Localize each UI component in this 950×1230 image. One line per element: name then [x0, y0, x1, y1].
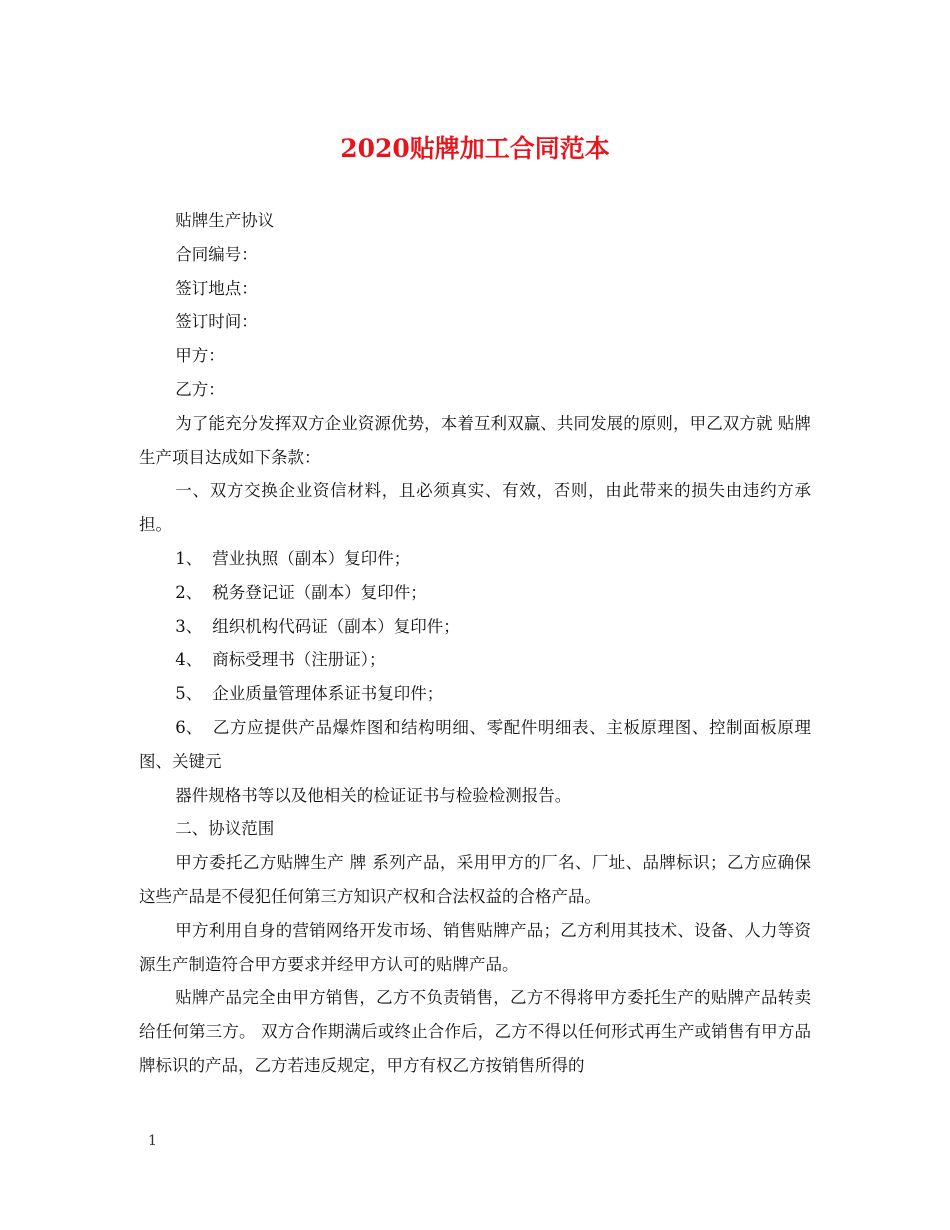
- list-item-number: 5、: [175, 684, 203, 704]
- list-item-text: 企业质量管理体系证书复印件；: [212, 684, 444, 704]
- agreement-heading: 贴牌生产协议: [175, 211, 275, 230]
- clause-one-paragraph: 一、双方交换企业资信材料，且必须真实、有效，否则，由此带来的损失由违约方承担。: [139, 481, 811, 535]
- list-item-number: 6、: [175, 717, 203, 737]
- signing-place-line: 签订地点：: [175, 278, 258, 298]
- component-spec-paragraph: 器件规格书等以及他相关的检证证书与检验检测报告。: [175, 785, 572, 805]
- document-body: [139, 204, 811, 1083]
- list-item-text: 组织机构代码证（副本）复印件；: [212, 616, 460, 636]
- list-item-number: 4、: [175, 650, 203, 670]
- scope-paragraph-1: 甲方委托乙方贴牌生产 牌 系列产品，采用甲方的厂名、厂址、品牌标识；乙方应确保这些产品是不侵犯任何第三方知识产权和合法权益的合格产品。: [139, 853, 811, 906]
- list-item-text: 营业执照（副本）复印件；: [212, 548, 411, 568]
- list-item: [139, 643, 811, 677]
- list-item-text: 商标受理书（注册证）；: [212, 650, 386, 670]
- signing-time-line: 签订时间：: [175, 312, 258, 332]
- list-item-text: 税务登记证（副本）复印件；: [212, 582, 427, 602]
- document-title: 2020贴牌加工合同范本: [340, 134, 610, 163]
- intro-paragraph: 为了能充分发挥双方企业资源优势，本着互利双赢、共同发展的原则，甲乙双方就 贴牌生产项目达成如下条款：: [139, 413, 811, 467]
- section-two-heading: 二、协议范围: [175, 819, 275, 839]
- list-item: [139, 711, 811, 779]
- page-number: 1: [148, 1133, 157, 1149]
- party-b-line: 乙方：: [175, 379, 225, 399]
- party-a-line: 甲方：: [175, 346, 225, 366]
- scope-paragraph-3: 贴牌产品完全由甲方销售，乙方不负责销售，乙方不得将甲方委托生产的贴牌产品转卖给任何第三方。 双方合作期满后或终止合作后，乙方不得以任何形式再生产或销售有甲方品牌标识的产品，乙方若违反规定，甲方有权乙方按销售所得的: [139, 988, 811, 1075]
- scope-paragraph-2: 甲方利用自身的营销网络开发市场、销售贴牌产品；乙方利用其技术、设备、人力等资源生产制造符合甲方要求并经甲方认可的贴牌产品。: [139, 920, 811, 974]
- contract-number-line: 合同编号：: [175, 244, 258, 264]
- list-item-number: 3、: [175, 616, 203, 636]
- list-item: [139, 542, 811, 576]
- list-item: [139, 576, 811, 610]
- list-item-number: 1、: [175, 548, 203, 568]
- list-item: [139, 677, 811, 711]
- list-item-number: 2、: [175, 582, 203, 602]
- list-item-text: 乙方应提供产品爆炸图和结构明细、零配件明细表、主板原理图、控制面板原理图、关键元: [139, 717, 811, 771]
- list-item: [139, 610, 811, 644]
